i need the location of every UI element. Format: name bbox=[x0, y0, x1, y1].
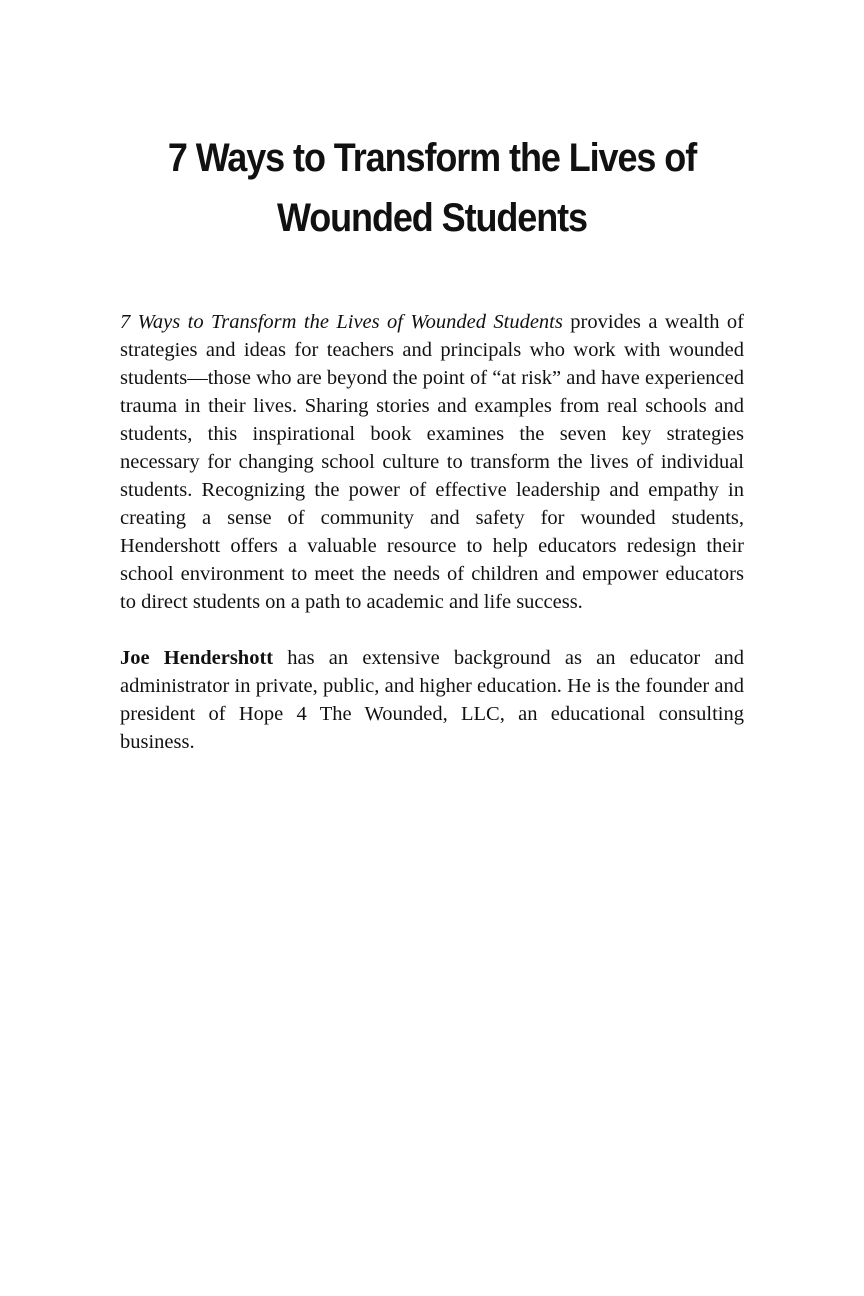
book-title-reference: 7 Ways to Transform the Lives of Wounded Students bbox=[120, 311, 563, 333]
book-description bbox=[120, 308, 744, 616]
author-name: Joe Hendershott bbox=[120, 647, 274, 669]
title-line-2: Wounded Students bbox=[276, 196, 588, 240]
page-title bbox=[133, 128, 731, 248]
title-line-1: 7 Ways to Transform the Lives of bbox=[167, 136, 697, 180]
body-text bbox=[120, 308, 744, 756]
author-bio bbox=[120, 644, 744, 756]
author-bio-text: has an extensive background as an educator and administrator in private, public, and higher education. He is the founder and president of Hope 4 The Wounded, LLC, an educational consulting business. bbox=[120, 647, 744, 753]
description-text: provides a wealth of strategies and ideas for teachers and principals who work with wounded students—those who are beyond the point of “at risk” and have experienced trauma in their lives. Sharing stories and examples from real schools and students, this inspirational book examines the seven key strategies necessary for changing school culture to transform the lives of individual students. Recognizing the power of effective leadership and empathy in creating a sense of community and safety for wounded students, Hendershott offers a valuable resource to help educators redesign their school environment to meet the needs of children and empower educators to direct students on a path to academic and life success. bbox=[120, 311, 745, 613]
